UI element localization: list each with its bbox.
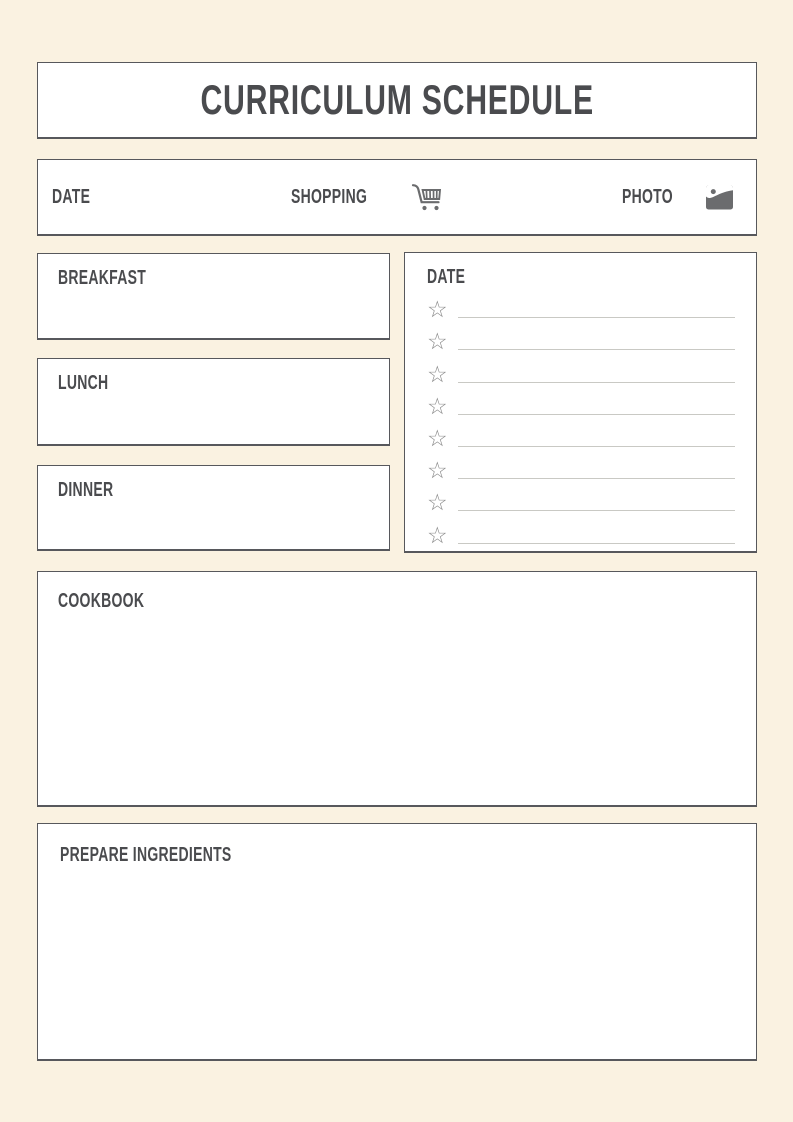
star-outline-icon: ☆ bbox=[427, 361, 448, 388]
breakfast-box bbox=[37, 253, 390, 340]
dinner-label: DINNER bbox=[58, 479, 114, 501]
title-box bbox=[37, 62, 757, 139]
lunch-box bbox=[37, 358, 390, 446]
star-outline-icon: ☆ bbox=[427, 490, 448, 517]
write-line bbox=[458, 414, 735, 415]
info-bar bbox=[37, 159, 757, 236]
star-outline-icon: ☆ bbox=[427, 393, 448, 420]
write-line bbox=[458, 446, 735, 447]
date-checklist-label: DATE bbox=[427, 266, 466, 288]
checklist-row bbox=[427, 291, 735, 323]
cookbook-box bbox=[37, 571, 757, 807]
checklist-row bbox=[427, 452, 735, 484]
lunch-label: LUNCH bbox=[58, 372, 109, 394]
date-label: DATE bbox=[52, 186, 91, 208]
date-checklist-rows bbox=[427, 291, 735, 549]
prepare-ingredients-box bbox=[37, 823, 757, 1061]
star-outline-icon: ☆ bbox=[427, 425, 448, 452]
cookbook-label: COOKBOOK bbox=[58, 590, 145, 612]
shopping-cart-icon bbox=[410, 182, 443, 212]
dinner-box bbox=[37, 465, 390, 551]
checklist-row bbox=[427, 388, 735, 420]
info-date-cell bbox=[52, 186, 279, 208]
star-outline-icon: ☆ bbox=[427, 458, 448, 485]
checklist-row bbox=[427, 484, 735, 516]
photo-label: PHOTO bbox=[622, 186, 674, 208]
write-line bbox=[458, 478, 735, 479]
info-photo-cell bbox=[507, 184, 734, 211]
date-checklist-panel bbox=[404, 252, 757, 553]
star-outline-icon: ☆ bbox=[427, 329, 448, 356]
checklist-row bbox=[427, 516, 735, 548]
info-shopping-cell bbox=[253, 182, 480, 212]
write-line bbox=[458, 543, 735, 544]
checklist-row bbox=[427, 355, 735, 387]
star-outline-icon: ☆ bbox=[427, 297, 448, 324]
breakfast-label: BREAKFAST bbox=[58, 267, 147, 289]
write-line bbox=[458, 382, 735, 383]
shopping-label: SHOPPING bbox=[291, 186, 368, 208]
write-line bbox=[458, 317, 735, 318]
page-title: CURRICULUM SCHEDULE bbox=[200, 76, 594, 123]
write-line bbox=[458, 349, 735, 350]
photo-image-icon bbox=[705, 184, 734, 211]
checklist-row bbox=[427, 420, 735, 452]
write-line bbox=[458, 510, 735, 511]
prepare-ingredients-label: PREPARE INGREDIENTS bbox=[60, 844, 232, 866]
checklist-row bbox=[427, 323, 735, 355]
star-outline-icon: ☆ bbox=[427, 522, 448, 549]
